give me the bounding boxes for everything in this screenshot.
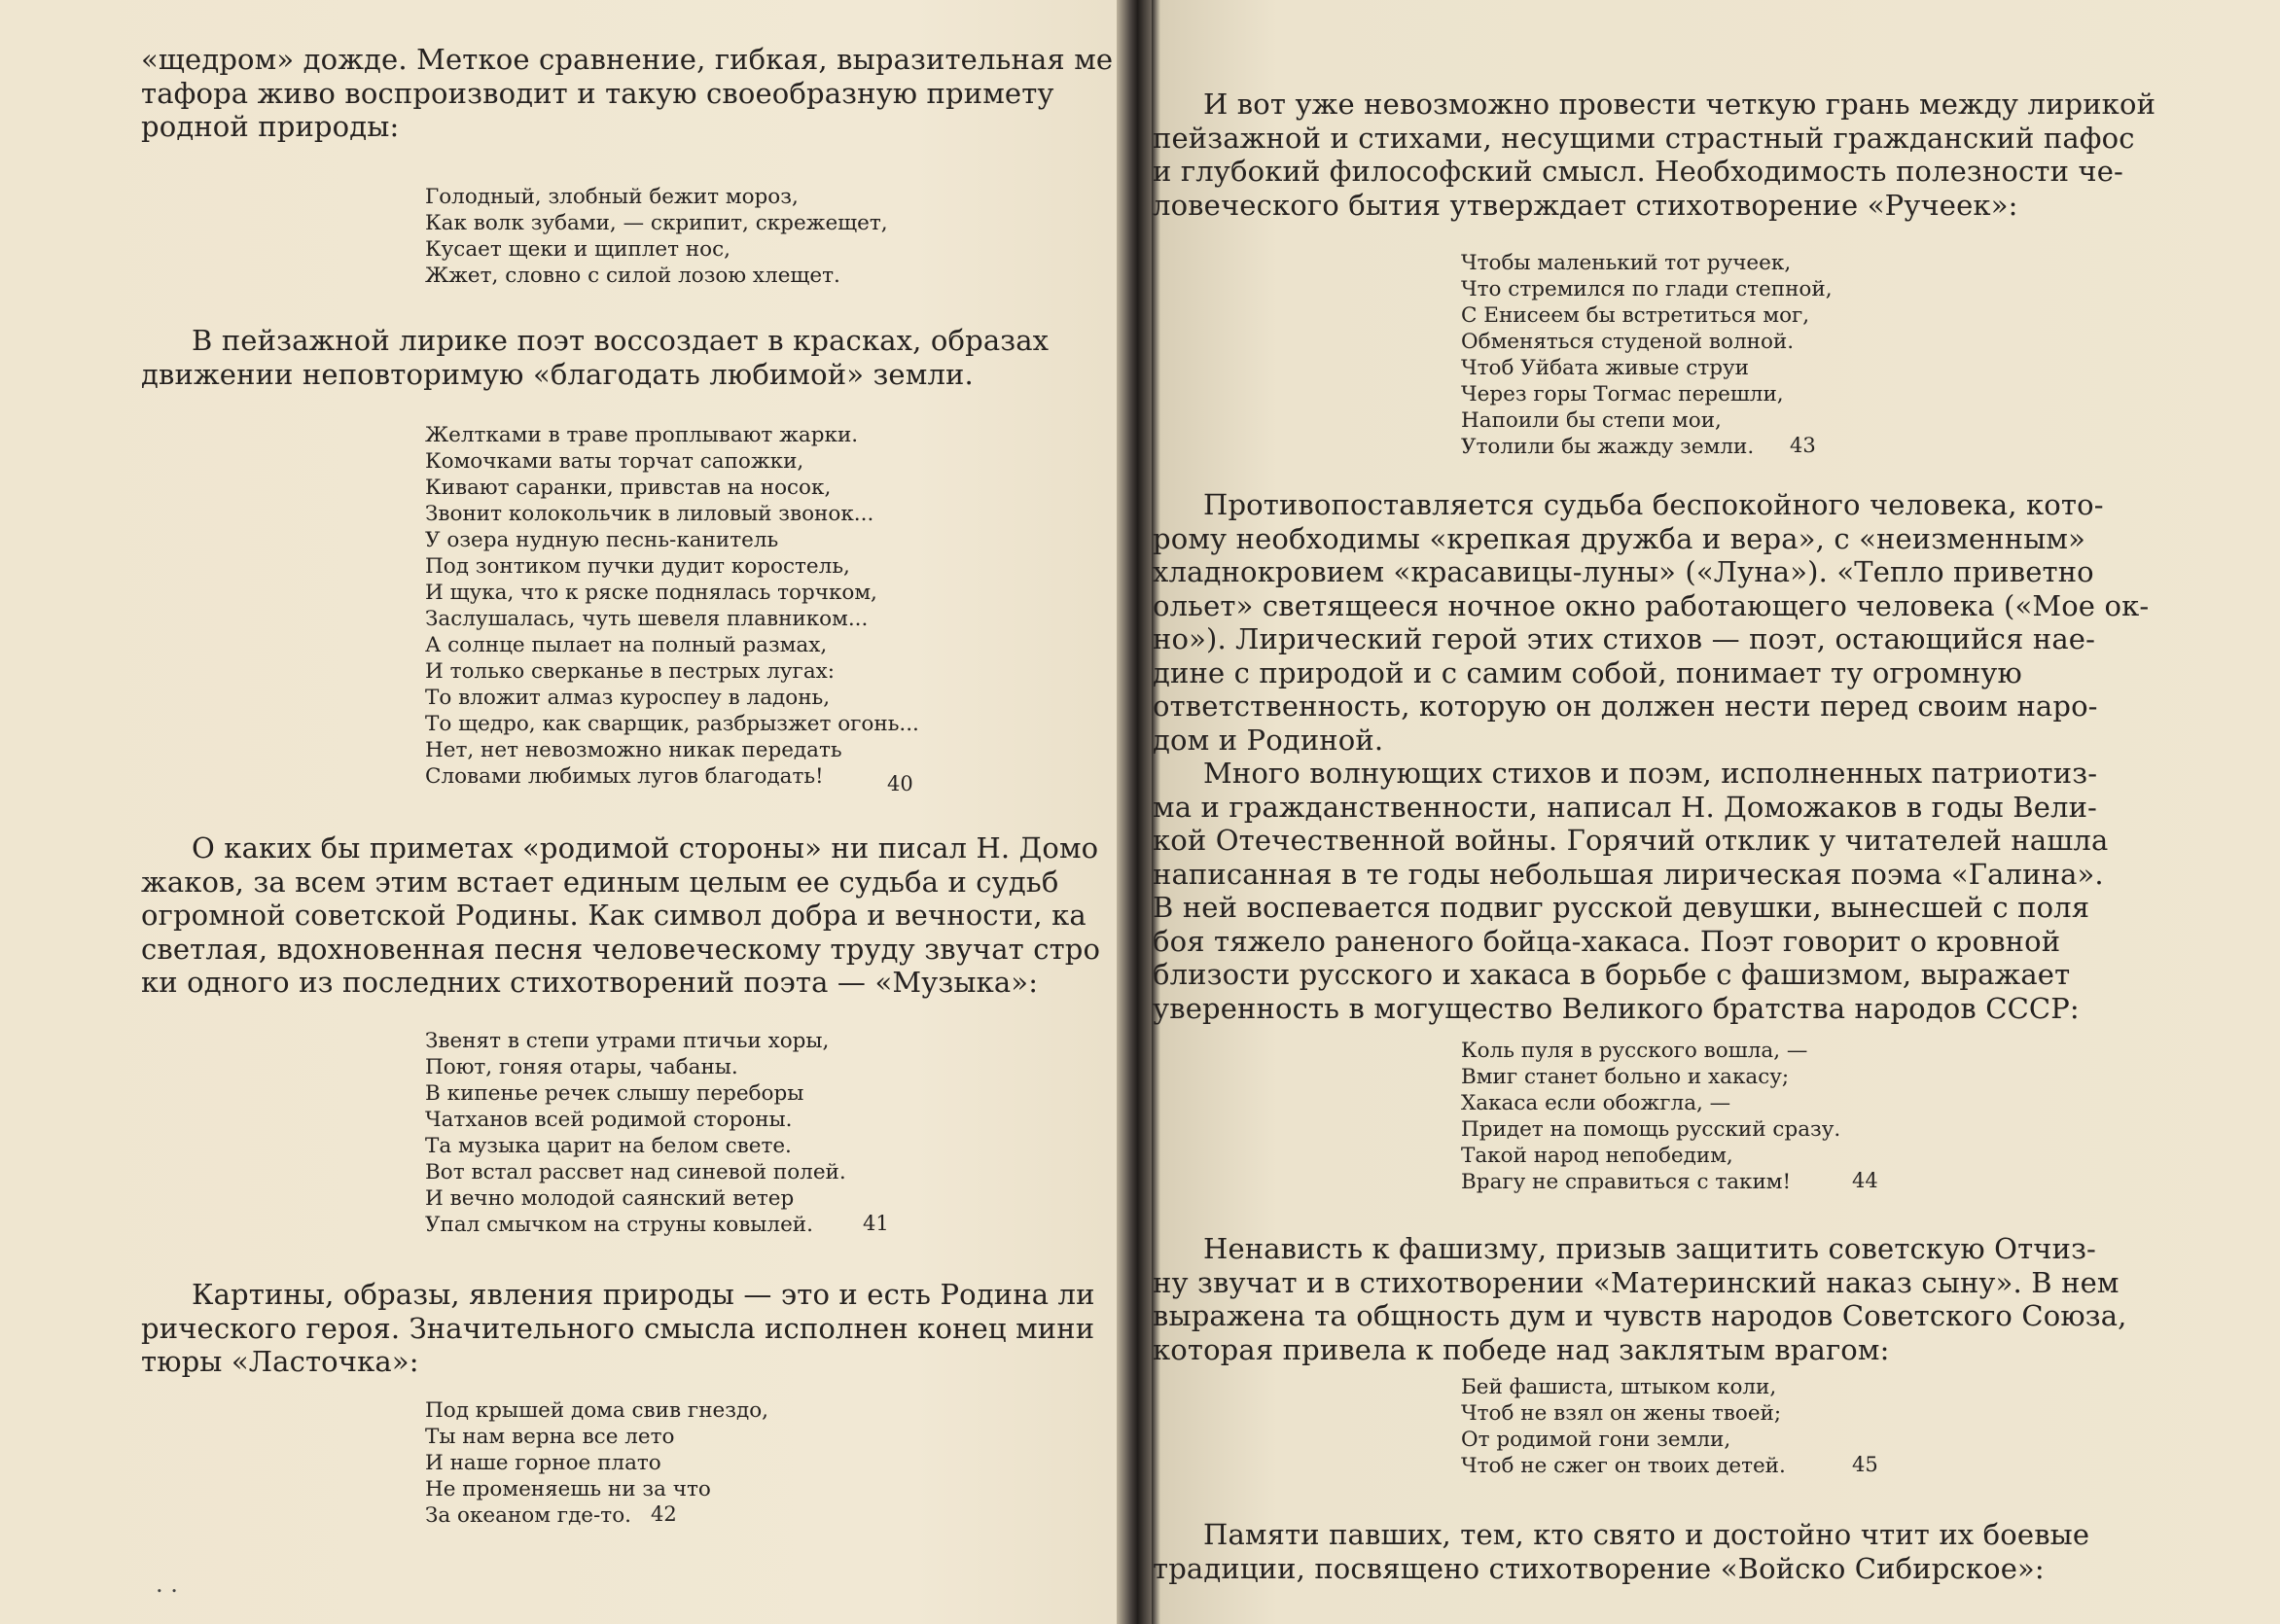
left-page (0, 0, 1130, 1624)
right-verse-1-block (1461, 250, 2142, 460)
right-verse-3: Бей фашиста, штыком коли, Чтоб не взял он жены твоей; От родимой гони земли, Чтоб не сжег он твоих детей. (1461, 1375, 1786, 1478)
footnote-42: 42 (651, 1502, 677, 1526)
left-verse-4-block (425, 1397, 1125, 1529)
footnote-44: 44 (1852, 1169, 1878, 1192)
left-paragraph-3: О каких бы приметах «родимой стороны» ни писал Н. Домо жаков, за всем этим встает единым целым ее судьба и судьб огромной советской Родины. Как символ добра и вечности, ка светлая, вдохновенная песня человеческому труду звучат стро ки одного из последних стихотворений поэта — «Музыка»: (141, 831, 1101, 999)
footnote-43: 43 (1790, 434, 1816, 457)
right-verse-1: Чтобы маленький тот ручеек, Что стремился по глади степной, С Енисеем бы встретиться мог, Обменяться студеной волной. Чтоб Уйбата живые струи Через горы Тогмас перешли, Напоили бы степи мои, Утолили бы жажду земли. (1461, 251, 1833, 459)
footnote-41: 41 (863, 1212, 889, 1235)
footnote-45: 45 (1852, 1453, 1878, 1476)
left-verse-1: Голодный, злобный бежит мороз, Как волк зубами, — скрипит, скрежещет, Кусает щеки и щиплет нос, Жжет, словно с силой лозою хлещет. (425, 185, 888, 288)
right-paragraph-3: Много волнующих стихов и поэм, исполненных патриотиз- ма и гражданственности, написал Н. Доможаков в годы Вели- кой Отечественной войны. Горячий отклик у читателей нашла написанная в те годы небольшая лирическая поэма «Галина». В ней воспевается подвиг русской девушки, вынесшей с поля боя тяжело раненого бойца-хакаса. Поэт говорит о кровной близости русского и хакаса в борьбе с фашизмом, выражает уверенность в могущество Великого братства народов СССР: (1153, 757, 2109, 1025)
left-verse-3: Звенят в степи утрами птичьи хоры, Поют, гоняя отары, чабаны. В кипенье речек слышу переборы Чатханов всей родимой стороны. Та музыка царит на белом свете. Вот встал рассвет над синевой полей. И вечно молодой саянский ветер Упал смычком на струны ковылей. (425, 1029, 846, 1237)
left-paragraph-1: «щедром» дожде. Меткое сравнение, гибкая, выразительная ме тафора живо воспроизводит и такую своеобразную примету родной природы: (141, 43, 1114, 143)
left-verse-2-block (425, 422, 1125, 795)
right-paragraph-5: Памяти павших, тем, кто свято и достойно чтит их боевые традиции, посвящено стихотворение «Войско Сибирское»: (1153, 1518, 2090, 1585)
left-paragraph-4: Картины, образы, явления природы — это и есть Родина ли рического героя. Значительного смысла исполнен конец мини тюры «Ласточка»: (141, 1278, 1095, 1378)
right-page (1148, 0, 2280, 1624)
right-paragraph-1: И вот уже невозможно провести четкую грань между лирикой пейзажной и стихами, несущими страстный гражданский пафос и глубокий философский смысл. Необходимость полезности че- ловеческого бытия утверждает стихотворение «Ручеек»: (1153, 88, 2156, 222)
right-verse-3-block (1461, 1374, 2142, 1479)
book-gutter (1117, 0, 1152, 1624)
right-paragraph-4: Ненависть к фашизму, призыв защитить советскую Отчиз- ну звучат и в стихотворении «Материнский наказ сыну». В нем выражена та общность дум и чувств народов Советского Союза, которая привела к победе над заклятым врагом: (1153, 1232, 2127, 1366)
left-verse-3-block (425, 1028, 1125, 1238)
right-paragraph-2: Противопоставляется судьба беспокойного человека, кото- рому необходимы «крепкая дружба и вера», с «неизменным» хладнокровием «красавицы-луны» («Луна»). «Тепло приветно ольет» светящееся ночное окно работающего человека («Мое ок- но»). Лирический герой этих стихов — поэт, остающийся нае- дине с природой и с самим собой, понимает ту огромную ответственность, которую он должен нести перед своим наро- дом и Родиной. (1153, 488, 2150, 757)
right-verse-2-block (1461, 1038, 2142, 1195)
left-verse-2: Желтками в траве проплывают жарки. Комочками ваты торчат сапожки, Кивают саранки, привстав на носок, Звонит колокольчик в лиловый звонок... У озера нудную песнь-канитель Под зонтиком пучки дудит коростель, И щука, что к ряске поднялась торчком, Заслушалась, чуть шевеля плавником... А солнце пылает на полный размах, И только сверканье в пестрых лугах: То вложит алмаз куроспеу в ладонь, То щедро, как сварщик, разбрызжет огонь... Нет, нет невозможно никак передать Словами любимых лугов благодать! (425, 423, 919, 789)
right-verse-2: Коль пуля в русского вошла, — Вмиг станет больно и хакасу; Хакаса если обожгла, — Придет на помощь русский сразу. Такой народ непобедим, Врагу не справиться с таким! (1461, 1039, 1841, 1194)
page-edge-marks: . . (156, 1571, 178, 1598)
footnote-40: 40 (887, 772, 913, 795)
left-paragraph-2: В пейзажной лирике поэт воссоздает в красках, образах движении неповторимую «благодать любимой» земли. (141, 324, 1050, 391)
left-verse-4: Под крышей дома свив гнездо, Ты нам верна все лето И наше горное плато Не променяешь ни за что За океаном где-то. (425, 1398, 768, 1528)
